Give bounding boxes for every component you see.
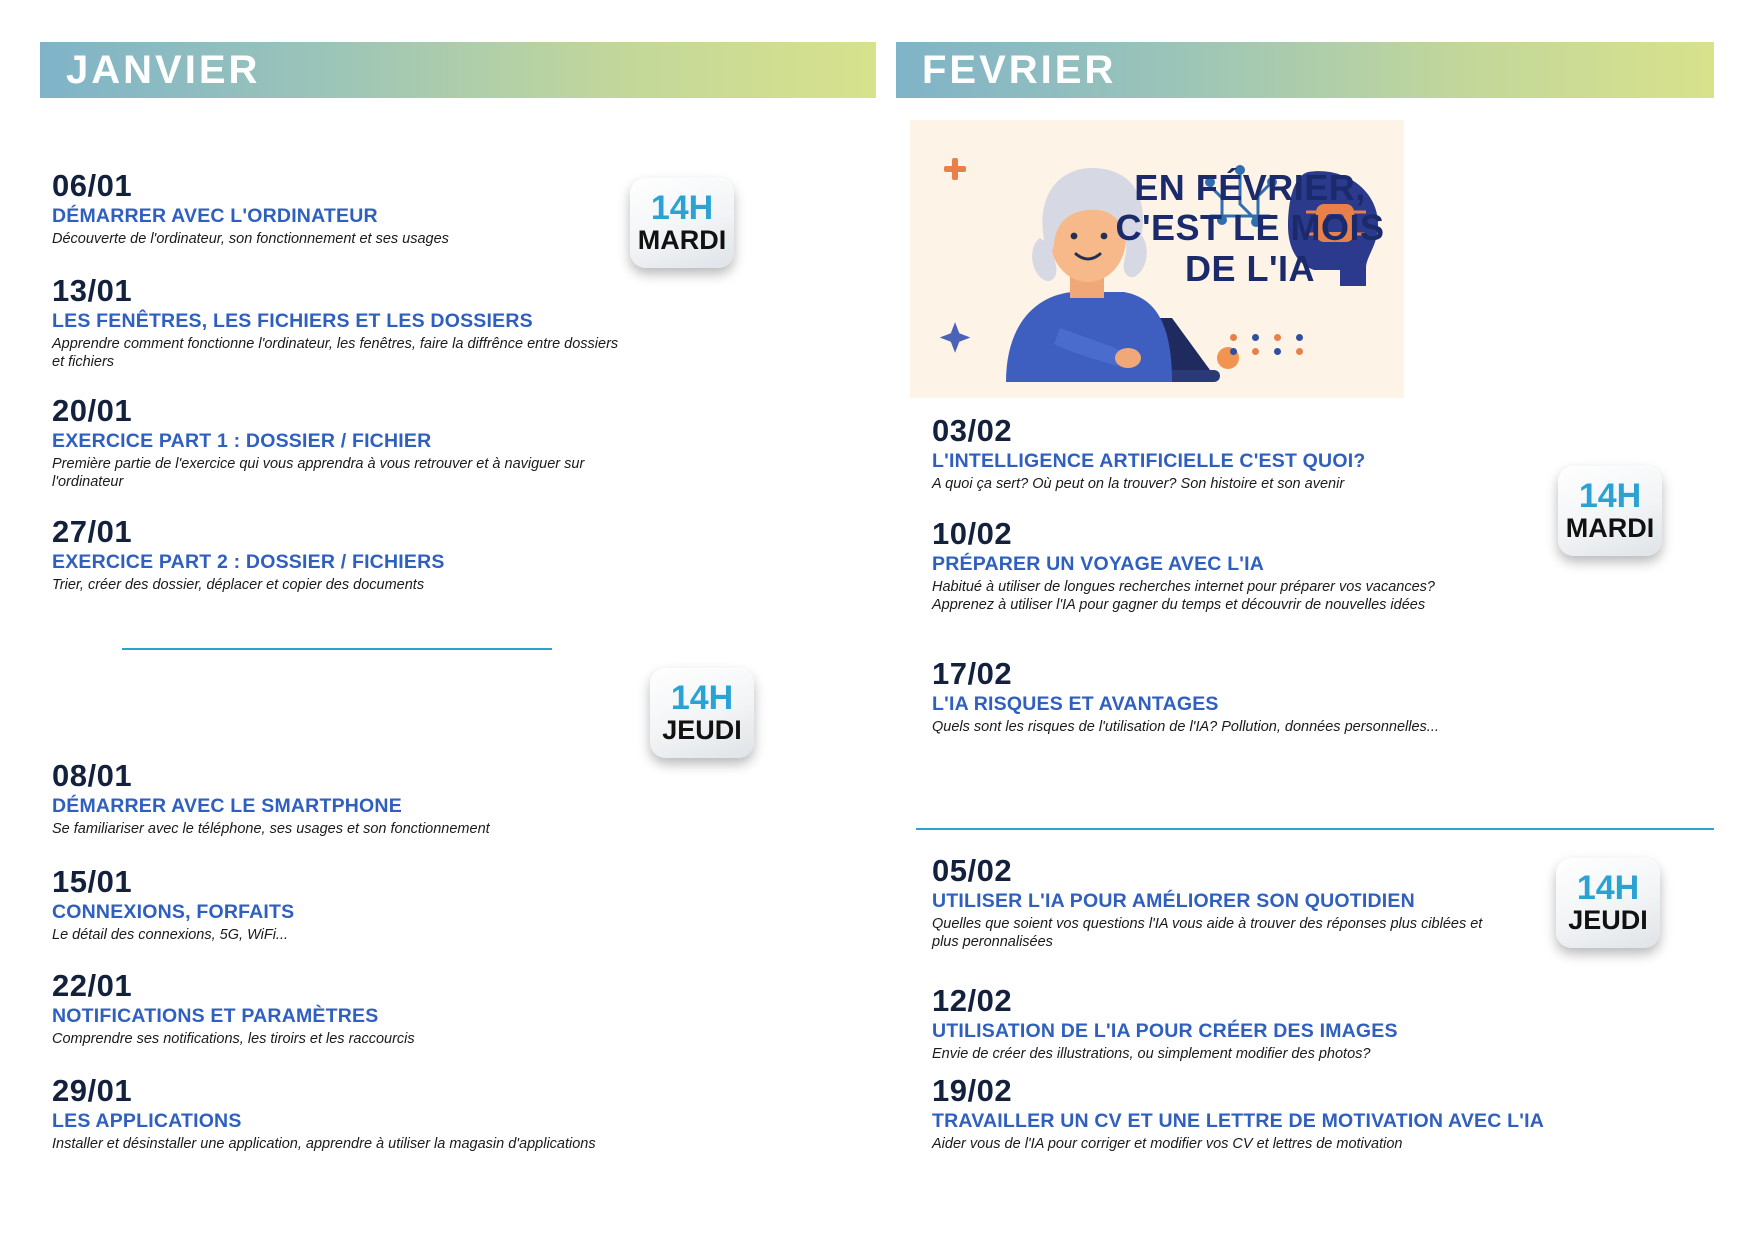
badge-hour: 14H	[670, 679, 734, 718]
badge-day: MARDI	[1565, 513, 1655, 544]
section-divider-janvier	[122, 648, 552, 650]
session-description: Première partie de l'exercice qui vous apprendra à vous retrouver et à naviguer sur l'ordinateur	[52, 455, 585, 491]
poster-line-3: DE L'IA	[1184, 247, 1316, 289]
session-title: CONNEXIONS, FORFAITS	[52, 900, 295, 923]
session-title: L'INTELLIGENCE ARTIFICIELLE C'EST QUOI?	[932, 449, 1366, 472]
session-description: Se familiariser avec le téléphone, ses usages et son fonctionnement	[52, 820, 490, 837]
session-date: 03/02	[932, 413, 1013, 448]
month-header-fevrier	[896, 42, 1714, 98]
session-description: Apprendre comment fonctionne l'ordinateur, les fenêtres, faire la diffrênce entre dossiers et fichiers	[52, 335, 619, 371]
session-date: 06/01	[52, 168, 133, 203]
month-header-janvier	[40, 42, 876, 98]
session-date: 05/02	[932, 853, 1013, 888]
session-date: 20/01	[52, 393, 133, 428]
session-item	[52, 970, 632, 1048]
badge-hour: 14H	[1578, 477, 1642, 516]
session-title: L'IA RISQUES ET AVANTAGES	[932, 692, 1219, 715]
badge-day: MARDI	[637, 225, 727, 256]
session-date: 12/02	[932, 983, 1013, 1018]
month-title: JANVIER	[66, 48, 261, 92]
session-title: TRAVAILLER UN CV ET UNE LETTRE DE MOTIVATION AVEC L'IA	[932, 1109, 1544, 1132]
section-divider-fevrier	[916, 828, 1714, 830]
session-date: 19/02	[932, 1073, 1013, 1108]
session-title: DÉMARRER AVEC L'ORDINATEUR	[52, 204, 378, 227]
session-description: Quelles que soient vos questions l'IA vous aide à trouver des réponses plus ciblées et plus peronnalisées	[932, 915, 1483, 951]
session-title: NOTIFICATIONS ET PARAMÈTRES	[52, 1004, 379, 1027]
session-date: 29/01	[52, 1073, 133, 1108]
session-title: PRÉPARER UN VOYAGE AVEC L'IA	[932, 552, 1265, 575]
session-item	[52, 516, 632, 594]
session-description: Habitué à utiliser de longues recherches internet pour préparer vos vacances? Apprenez à utiliser l'IA pour gagner du temps et découvrir de nouvelles idées	[932, 578, 1435, 614]
session-date: 08/01	[52, 758, 133, 793]
session-title: EXERCICE PART 1 : DOSSIER / FICHIER	[52, 429, 432, 452]
session-date: 15/01	[52, 864, 133, 899]
badge-day: JEUDI	[662, 715, 742, 746]
session-item	[52, 395, 612, 491]
badge-day: JEUDI	[1568, 905, 1648, 936]
session-item	[932, 658, 1452, 736]
session-item	[932, 415, 1552, 493]
time-badge-janvier-jeudi	[650, 668, 754, 758]
session-title: UTILISER L'IA POUR AMÉLIORER SON QUOTIDIEN	[932, 889, 1415, 912]
session-item	[932, 518, 1452, 614]
session-description: Découverte de l'ordinateur, son fonctionnement et ses usages	[52, 230, 449, 247]
session-date: 10/02	[932, 516, 1013, 551]
session-item	[932, 855, 1492, 951]
month-title: FEVRIER	[922, 48, 1117, 92]
session-title: LES FENÊTRES, LES FICHIERS ET LES DOSSIERS	[52, 309, 533, 332]
session-title: UTILISATION DE L'IA POUR CRÉER DES IMAGES	[932, 1019, 1398, 1042]
poster-line-2: C'EST LE MOIS	[1115, 207, 1385, 249]
poster-headline	[1110, 168, 1390, 289]
time-badge-janvier-mardi	[630, 178, 734, 268]
session-item	[52, 275, 632, 371]
session-description: Envie de créer des illustrations, ou simplement modifier des photos?	[932, 1045, 1371, 1062]
badge-hour: 14H	[650, 189, 714, 228]
session-description: Installer et désinstaller une application, apprendre à utiliser la magasin d'applications	[52, 1135, 596, 1152]
session-date: 27/01	[52, 514, 133, 549]
session-title: DÉMARRER AVEC LE SMARTPHONE	[52, 794, 402, 817]
session-item	[52, 760, 632, 838]
session-item	[932, 1075, 1652, 1153]
time-badge-fevrier-jeudi	[1556, 858, 1660, 948]
session-item	[52, 1075, 612, 1153]
session-description: Le détail des connexions, 5G, WiFi...	[52, 926, 289, 943]
session-description: A quoi ça sert? Où peut on la trouver? Son histoire et son avenir	[932, 475, 1345, 492]
session-description: Aider vous de l'IA pour corriger et modifier vos CV et lettres de motivation	[932, 1135, 1403, 1152]
poster-fevrier-mois-ia	[910, 120, 1404, 398]
poster-line-1: EN FÉVRIER,	[1134, 167, 1366, 208]
session-title: EXERCICE PART 2 : DOSSIER / FICHIERS	[52, 550, 445, 573]
poster-dot-grid	[1230, 334, 1350, 360]
session-item	[52, 866, 632, 944]
session-date: 17/02	[932, 656, 1013, 691]
session-description: Comprendre ses notifications, les tiroirs et les raccourcis	[52, 1030, 415, 1047]
session-description: Trier, créer des dossier, déplacer et copier des documents	[52, 576, 425, 593]
time-badge-fevrier-mardi	[1558, 466, 1662, 556]
session-description: Quels sont les risques de l'utilisation de l'IA? Pollution, données personnelles...	[932, 718, 1439, 735]
session-date: 13/01	[52, 273, 133, 308]
session-item	[52, 170, 632, 248]
session-title: LES APPLICATIONS	[52, 1109, 242, 1132]
badge-hour: 14H	[1576, 869, 1640, 908]
session-date: 22/01	[52, 968, 133, 1003]
session-item	[932, 985, 1572, 1063]
